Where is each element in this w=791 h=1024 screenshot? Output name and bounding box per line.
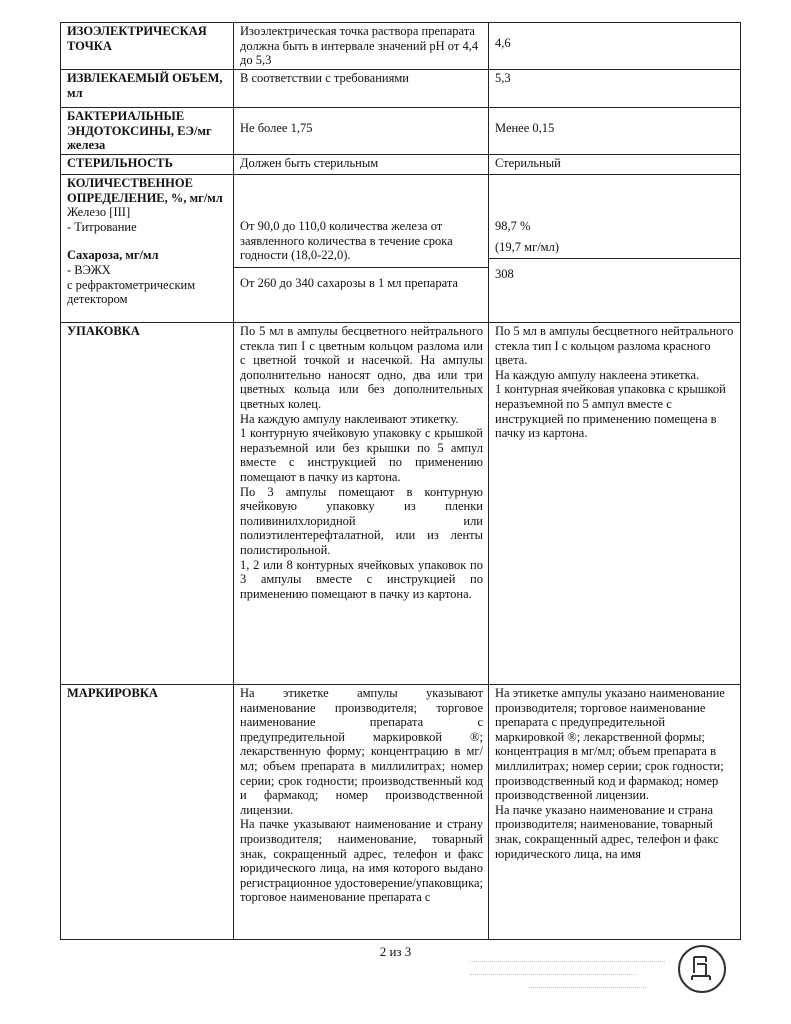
labeling-result-paragraph: На пачке указано наименование и страна производителя; наименование, товарный знак, сокращенный адрес, телефон и факс юридического лица, на имя — [495, 802, 719, 861]
packaging-req-paragraph: 1 контурную ячейковую упаковку с крышкой неразъемной или без крышки по 5 ампул вместе с инструкцией по применению помещают в пачку из картона. — [240, 426, 483, 484]
assay-heading: КОЛИЧЕСТВЕННОЕ ОПРЕДЕЛЕНИЕ, %, мг/мл — [67, 176, 223, 205]
labeling-result-paragraph: На этикетке ампулы указано наименование производителя; торговое наименование препарата с предупредительной маркировкой ®; лекарственной формы; концентрация в мг/мл; объем препарата в миллилитрах; номер серии; срок годности; производственный код и фармакод; номер производственной лицензии. — [495, 686, 725, 803]
iron-requirement: От 90,0 до 110,0 количества железа от заявленного количества в течение срока годности (18,0-22,0). — [234, 175, 488, 268]
sucrose-detector: с рефрактометрическим детектором — [67, 277, 196, 307]
iron-label: Железо [III] — [67, 205, 131, 220]
packaging-result-paragraph: На каждую ампулу наклеена этикетка. — [495, 367, 700, 382]
table-row — [61, 323, 741, 685]
result-cell: Стерильный — [489, 155, 741, 175]
iron-method: - Титрование — [67, 219, 137, 234]
packaging-req-paragraph: По 3 ампулы помещают в контурную ячейковую упаковку из пленки поливинилхлоридной или полиэтилентерефталатной, или из ленты полистирольной. — [240, 484, 483, 557]
packaging-result-paragraph: 1 контурная ячейковая упаковка с крышкой неразъемной по 5 ампул вместе с инструкцией по применению помещена в пачку из картона. — [495, 382, 726, 441]
parameter-name: УПАКОВКА — [61, 323, 234, 685]
electronic-signature-stamp — [470, 952, 665, 988]
table-row — [61, 108, 741, 155]
requirement-value: Не более 1,75 — [240, 121, 313, 135]
result-cell: 5,3 — [489, 70, 741, 108]
sucrose-label: Сахароза, мг/мл — [67, 248, 159, 263]
requirement-cell — [234, 175, 489, 323]
page-number: 2 из 3 — [379, 944, 412, 959]
sucrose-result: 308 — [495, 267, 514, 282]
parameter-name-cell — [61, 175, 234, 323]
result-value: Менее 0,15 — [495, 121, 555, 135]
parameter-name: БАКТЕРИАЛЬНЫЕ ЭНДОТОКСИНЫ, ЕЭ/мг железа — [61, 108, 234, 155]
parameter-name: СТЕРИЛЬНОСТЬ — [61, 155, 234, 175]
table-row — [61, 155, 741, 175]
parameter-name: ИЗОЭЛЕКТРИЧЕСКАЯ ТОЧКА — [61, 23, 234, 70]
labeling-req-paragraph: На этикетке ампулы указывают наименование производителя; торговое наименование препарата с предупредительной маркировкой ®; лекарственную форму; концентрацию в мг/мл; объем препарата в миллилитрах; номер серии; срок годности; производственный код и фармакод; номер производственной лицензии. — [240, 686, 483, 817]
iron-result-mg: (19,7 мг/мл) — [495, 239, 559, 254]
requirement-cell: Должен быть стерильным — [234, 155, 489, 175]
document-seal-icon — [678, 945, 726, 993]
result-cell — [489, 323, 741, 685]
table-row — [61, 175, 741, 323]
requirement-cell: Изоэлектрическая точка раствора препарата должна быть в интервале значений pH от 4,4 до 5,3 — [234, 23, 489, 70]
packaging-result-paragraph: По 5 мл в ампулы бесцветного нейтрального стекла тип I с кольцом разлома красного цвета. — [495, 324, 734, 368]
requirement-cell — [234, 685, 489, 940]
table-row — [61, 23, 741, 70]
iron-result — [489, 175, 740, 259]
packaging-req-paragraph: На каждую ампулу наклеивают этикетку. — [240, 411, 459, 426]
iron-result-percent: 98,7 % — [495, 219, 531, 233]
packaging-req-paragraph: По 5 мл в ампулы бесцветного нейтрального стекла тип I с цветным кольцом разлома или с цветной точкой и насечкой. На ампулы дополнительно наносят одно, два или три цветных кольца или без дополнительных цветных колец. — [240, 324, 483, 411]
result-cell — [489, 108, 741, 155]
sucrose-requirement: От 260 до 340 сахарозы в 1 мл препарата — [240, 275, 458, 290]
sucrose-method: - ВЭЖХ — [67, 262, 111, 277]
result-cell — [489, 23, 741, 70]
table-row — [61, 70, 741, 108]
requirement-cell — [234, 108, 489, 155]
specification-table — [60, 22, 741, 940]
packaging-req-paragraph: 1, 2 или 8 контурных ячейковых упаковок по 3 ампулы вместе с инструкцией по применению помещают в пачку из картона. — [240, 557, 483, 601]
requirement-cell — [234, 323, 489, 685]
result-cell — [489, 685, 741, 940]
parameter-name: МАРКИРОВКА — [61, 685, 234, 940]
requirement-cell: В соответствии с требованиями — [234, 70, 489, 108]
result-value: 4,6 — [495, 36, 511, 50]
result-cell — [489, 175, 741, 323]
labeling-req-paragraph: На пачке указывают наименование и страну производителя; наименование, товарный знак, сокращенный адрес, телефон и факс юридического лица, на имя которого выдано регистрационное удостоверение/упаковщика; торговое наименование препарата с — [240, 817, 484, 905]
parameter-name: ИЗВЛЕКАЕМЫЙ ОБЪЕМ, мл — [61, 70, 234, 108]
table-row — [61, 685, 741, 940]
